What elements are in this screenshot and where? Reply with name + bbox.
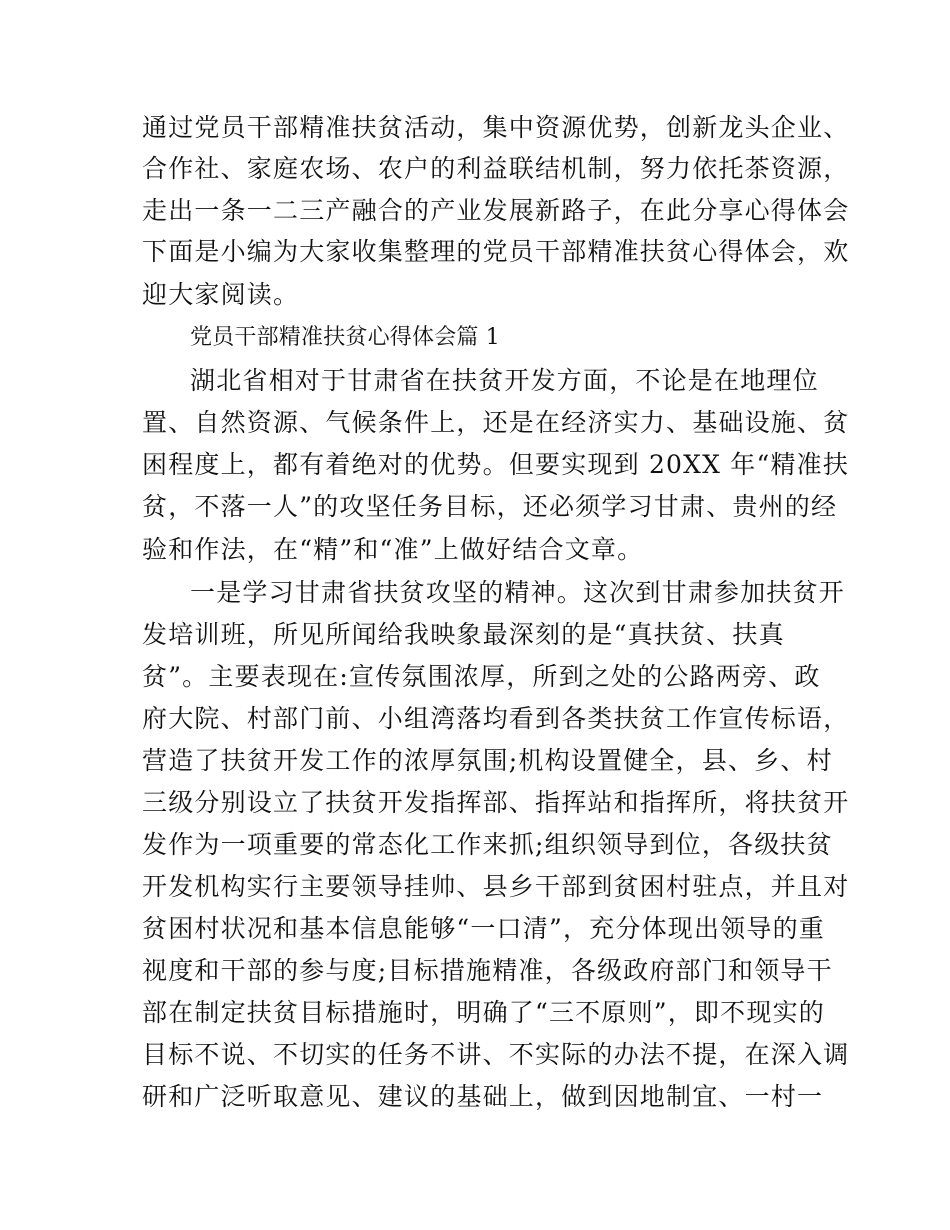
- body-text-line: 发培训班，所见所闻给我映象最深刻的是“真扶贫、扶真: [142, 620, 785, 649]
- body-text-line: 困程度上，都有着绝对的优势。但要实现到 20XX 年“精准扶: [142, 450, 850, 479]
- body-text-line: 部在制定扶贫目标措施时，明确了“三不原则”，即不现实的: [142, 998, 825, 1027]
- body-text-line: 贫”。主要表现在:宣传氛围浓厚，所到之处的公路两旁、政: [142, 662, 821, 691]
- body-text-line: 验和作法，在“精”和“准”上做好结合文章。: [142, 535, 644, 564]
- body-text-line: 走出一条一二三产融合的产业发展新路子，在此分享心得体会: [142, 196, 850, 225]
- body-text-line: 三级分别设立了扶贫开发指挥部、指挥站和指挥所，将扶贫开: [142, 788, 850, 817]
- body-text-line: 发作为一项重要的常态化工作来抓;组织领导到位，各级扶贫: [142, 830, 833, 859]
- body-text-line: 贫困村状况和基本信息能够“一口清”，充分体现出领导的重: [142, 914, 825, 943]
- body-text-line: 视度和干部的参与度;目标措施精准，各级政府部门和领导干: [142, 956, 833, 985]
- body-text-line: 府大院、村部门前、小组湾落均看到各类扶贫工作宣传标语，: [142, 704, 850, 733]
- body-text-line: 湖北省相对于甘肃省在扶贫开发方面，不论是在地理位: [190, 366, 819, 395]
- body-text-line: 置、自然资源、气候条件上，还是在经济实力、基础设施、贫: [142, 408, 850, 437]
- body-text-line: 开发机构实行主要领导挂帅、县乡干部到贫困村驻点，并且对: [142, 872, 850, 901]
- body-text-line: 合作社、家庭农场、农户的利益联结机制，努力依托茶资源，: [142, 154, 850, 183]
- body-text-line: 营造了扶贫开发工作的浓厚氛围;机构设置健全，县、乡、村: [142, 746, 833, 775]
- body-text-line: 一是学习甘肃省扶贫攻坚的精神。这次到甘肃参加扶贫开: [190, 578, 846, 607]
- section-heading: 党员干部精准扶贫心得体会篇 1: [190, 325, 500, 350]
- body-text-line: 通过党员干部精准扶贫活动，集中资源优势，创新龙头企业、: [142, 113, 850, 142]
- body-text-line: 下面是小编为大家收集整理的党员干部精准扶贫心得体会，欢: [142, 237, 850, 266]
- body-text-line: 目标不说、不切实的任务不讲、不实际的办法不提，在深入调: [142, 1040, 850, 1069]
- body-text-line: 研和广泛听取意见、建议的基础上，做到因地制宜、一村一: [142, 1082, 824, 1111]
- body-text-line: 迎大家阅读。: [142, 280, 300, 309]
- body-text-line: 贫，不落一人”的攻坚任务目标，还必须学习甘肃、贵州的经: [142, 492, 838, 521]
